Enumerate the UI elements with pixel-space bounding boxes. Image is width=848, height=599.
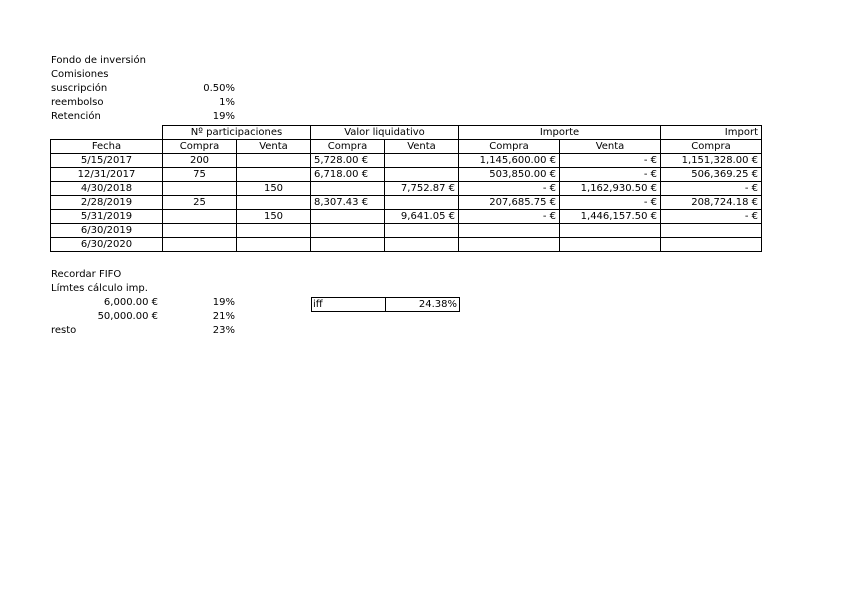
header-venta: Venta [560,140,661,154]
header-fecha: Fecha [51,140,163,154]
date-cell: 2/28/2019 [51,196,163,210]
retencion-label: Retención [51,111,101,122]
import-buy-cell: 1,151,328.00 € [661,154,762,168]
date-cell: 5/31/2019 [51,210,163,224]
limit-amount: 50,000.00 € [97,311,158,322]
shares-sell-cell: 150 [237,210,311,224]
amount-buy-cell [459,238,560,252]
limites-label: Límtes cálculo imp. [51,283,148,294]
header-compra: Compra [459,140,560,154]
amount-buy-cell: - € [459,210,560,224]
date-cell: 5/15/2017 [51,154,163,168]
shares-buy-cell [163,182,237,196]
amount-sell-cell: - € [560,196,661,210]
shares-sell-cell [237,168,311,182]
nav-sell-cell [385,168,459,182]
header-compra: Compra [661,140,762,154]
header-compra: Compra [311,140,385,154]
header-venta: Venta [385,140,459,154]
import-buy-cell: 506,369.25 € [661,168,762,182]
nav-buy-cell [311,182,385,196]
date-cell: 6/30/2019 [51,224,163,238]
limit-rate: 23% [212,325,235,336]
shares-buy-cell [163,210,237,224]
shares-buy-cell: 75 [163,168,237,182]
shares-sell-cell [237,238,311,252]
amount-sell-cell: 1,446,157.50 € [560,210,661,224]
nav-sell-cell [385,154,459,168]
nav-sell-cell [385,196,459,210]
shares-buy-cell: 25 [163,196,237,210]
table-row [51,224,762,238]
amount-sell-cell: - € [560,168,661,182]
limit-amount: resto [51,325,77,336]
table-row [51,154,762,168]
nav-buy-cell [311,224,385,238]
table-row [51,168,762,182]
limit-rate: 21% [212,311,235,322]
import-buy-cell [661,238,762,252]
table-row [51,196,762,210]
amount-sell-cell: - € [560,154,661,168]
import-buy-cell [661,224,762,238]
limit-amount: 6,000.00 € [103,297,158,308]
group-header-importe: Importe [459,126,661,140]
shares-sell-cell [237,224,311,238]
retencion-value: 19% [212,111,235,122]
amount-buy-cell: 207,685.75 € [459,196,560,210]
amount-buy-cell: - € [459,182,560,196]
nav-buy-cell [311,210,385,224]
reembolso-label: reembolso [51,97,104,108]
table-row [51,238,762,252]
suscripcion-value: 0.50% [203,83,235,94]
nav-buy-cell: 6,718.00 € [311,168,385,182]
nav-sell-cell [385,238,459,252]
table-row [51,210,762,224]
amount-sell-cell [560,224,661,238]
amount-sell-cell [560,238,661,252]
nav-buy-cell: 5,728.00 € [311,154,385,168]
shares-buy-cell [163,238,237,252]
nav-buy-cell [311,238,385,252]
shares-sell-cell: 150 [237,182,311,196]
reembolso-value: 1% [219,97,235,108]
amount-buy-cell: 1,145,600.00 € [459,154,560,168]
nav-sell-cell: 9,641.05 € [385,210,459,224]
table-row [51,182,762,196]
date-cell: 4/30/2018 [51,182,163,196]
shares-buy-cell [163,224,237,238]
fund-title: Fondo de inversión [51,55,146,66]
header-venta: Venta [237,140,311,154]
group-header-import: Import [661,126,762,140]
import-buy-cell: - € [661,182,762,196]
nav-sell-cell: 7,752.87 € [385,182,459,196]
amount-sell-cell: 1,162,930.50 € [560,182,661,196]
amount-buy-cell: 503,850.00 € [459,168,560,182]
sub-header-row [51,140,762,154]
nav-buy-cell: 8,307.43 € [311,196,385,210]
empty-corner-cell [51,126,163,140]
nav-sell-cell [385,224,459,238]
limit-rate: 19% [212,297,235,308]
shares-sell-cell [237,196,311,210]
recordar-fifo-label: Recordar FIFO [51,269,122,280]
group-header-valor-liquidativo: Valor liquidativo [311,126,459,140]
iff-label-cell: iff [311,297,386,312]
iff-value-cell: 24.38% [385,297,460,312]
date-cell: 12/31/2017 [51,168,163,182]
shares-sell-cell [237,154,311,168]
import-buy-cell: - € [661,210,762,224]
group-header-participaciones: Nº participaciones [163,126,311,140]
suscripcion-label: suscripción [51,83,108,94]
import-buy-cell: 208,724.18 € [661,196,762,210]
transactions-table [50,125,762,252]
amount-buy-cell [459,224,560,238]
date-cell: 6/30/2020 [51,238,163,252]
group-header-row [51,126,762,140]
comisiones-label: Comisiones [51,69,109,80]
header-compra: Compra [163,140,237,154]
shares-buy-cell: 200 [163,154,237,168]
